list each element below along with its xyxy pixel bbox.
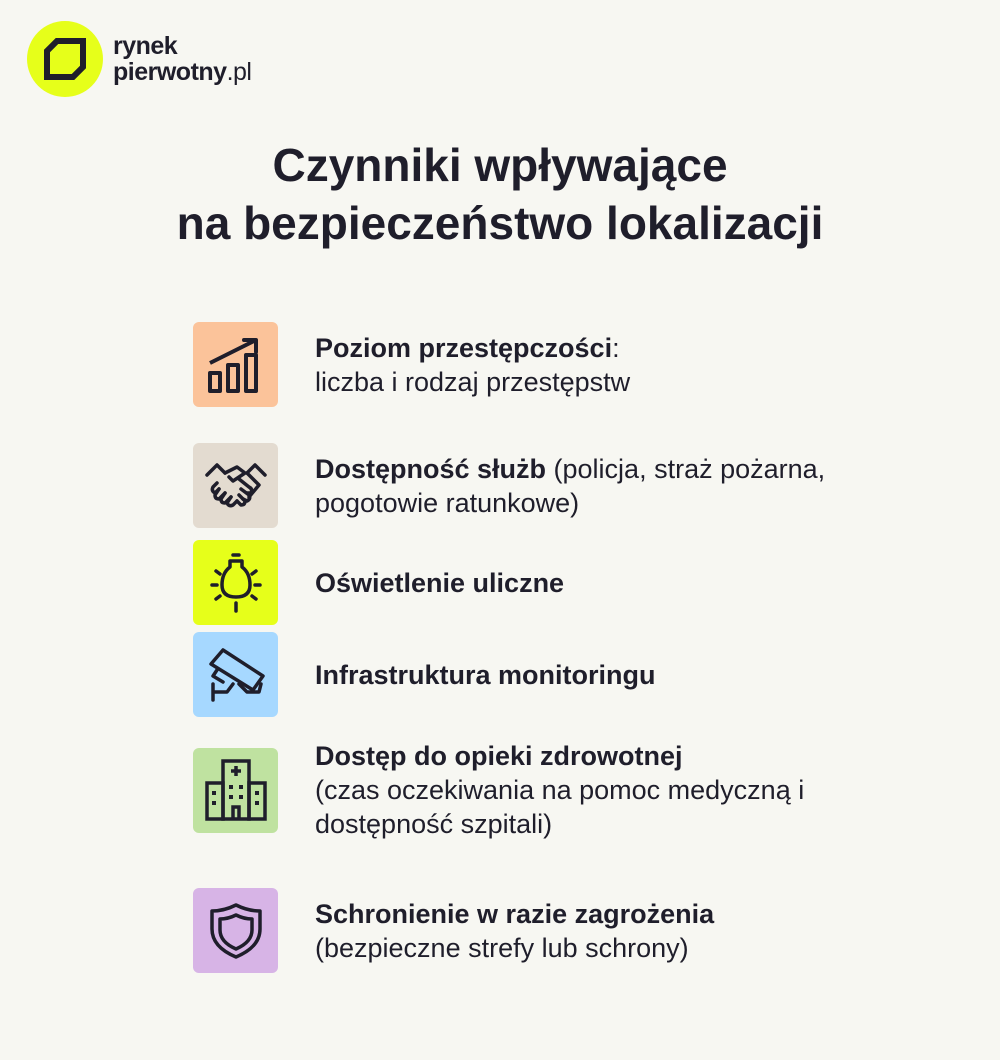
list-item xyxy=(193,632,835,717)
logo-line2: pierwotny xyxy=(113,58,227,86)
item-text xyxy=(315,566,835,600)
page-title xyxy=(0,136,1000,252)
item-text xyxy=(315,452,835,520)
list-item xyxy=(193,540,835,625)
item-description: (bezpieczne strefy lub schrony) xyxy=(315,932,689,963)
item-text xyxy=(315,331,835,399)
item-title: Dostępność służb xyxy=(315,453,547,484)
lightbulb-icon xyxy=(193,540,278,625)
hospital-icon xyxy=(193,748,278,833)
title-line2: na bezpieczeństwo lokalizacji xyxy=(176,197,824,249)
list-item xyxy=(193,443,835,528)
item-separator: : xyxy=(612,332,620,363)
security-camera-icon xyxy=(193,632,278,717)
logo-line1: rynek xyxy=(113,32,178,60)
handshake-icon xyxy=(193,443,278,528)
logo[interactable] xyxy=(27,21,251,97)
item-title: Poziom przestępczości xyxy=(315,332,613,363)
item-description: liczba i rodzaj przestępstw xyxy=(315,366,631,397)
list-item xyxy=(193,322,835,407)
list-item xyxy=(193,888,835,973)
item-title: Schronienie w razie zagrożenia xyxy=(315,898,715,929)
logo-mark-icon xyxy=(27,21,103,97)
item-title: Dostęp do opieki zdrowotnej xyxy=(315,741,683,771)
logo-domain: .pl xyxy=(226,58,252,86)
item-title: Oświetlenie uliczne xyxy=(315,567,565,598)
item-description: (policja, straż pożarna, pogotowie ratunkowe) xyxy=(315,453,826,518)
list-item xyxy=(193,739,815,841)
logo-wordmark xyxy=(113,33,251,85)
title-line1: Czynniki wpływające xyxy=(272,139,728,191)
chart-growth-icon xyxy=(193,322,278,407)
item-text xyxy=(315,739,815,841)
item-text xyxy=(315,897,835,965)
item-text xyxy=(315,658,835,692)
shield-icon xyxy=(193,888,278,973)
item-description: (czas oczekiwania na pomoc medyczną i dostępność szpitali) xyxy=(315,775,805,839)
item-title: Infrastruktura monitoringu xyxy=(315,659,656,690)
